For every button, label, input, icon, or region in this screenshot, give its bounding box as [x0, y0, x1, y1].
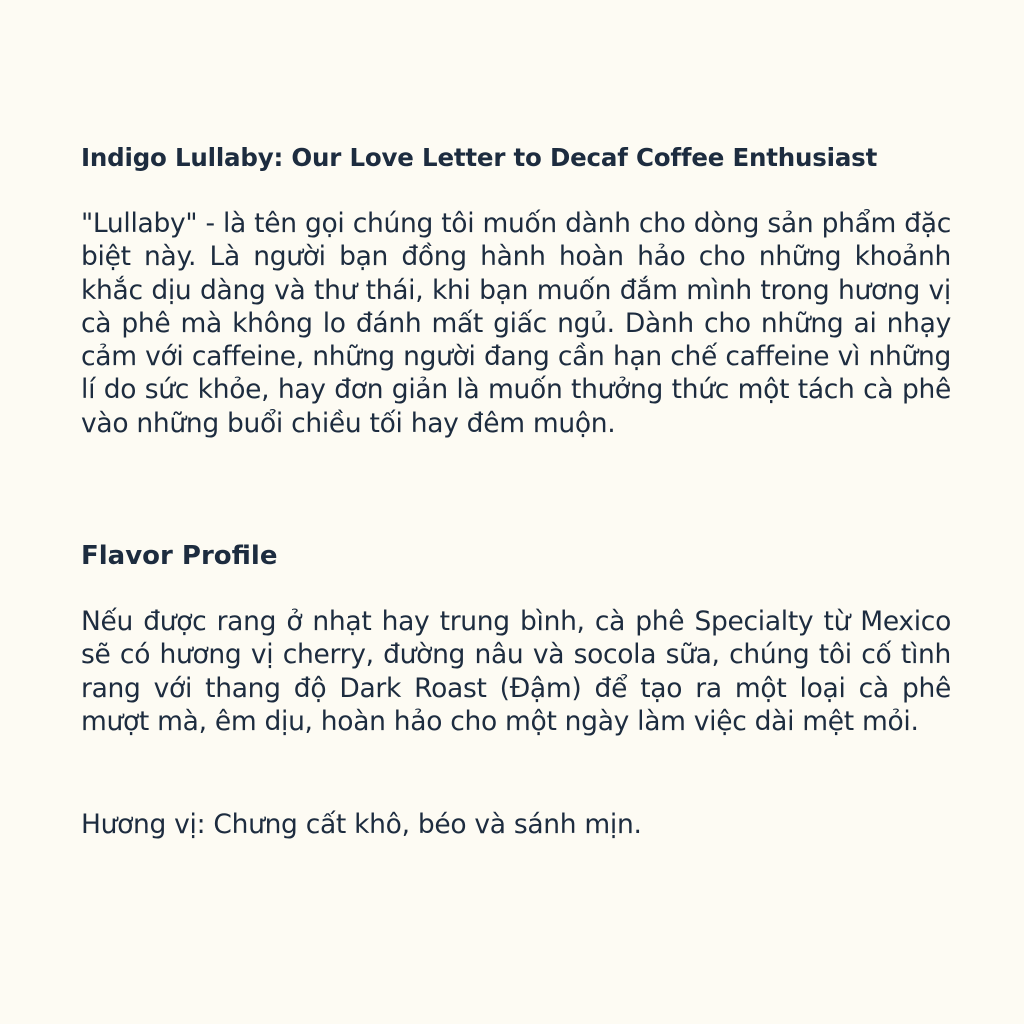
taste-note: Hương vị: Chưng cất khô, béo và sánh mịn.	[81, 809, 642, 840]
flavor-profile-paragraph: Nếu được rang ở nhạt hay trung bình, cà phê Specialty từ Mexico sẽ có hương vị cherry, đường nâu và socola sữa, chúng tôi cố tình rang với thang độ Dark Roast (Đậm) để tạo ra một loại cà phê mượt mà, êm dịu, hoàn hảo cho một ngày làm việc dài mệt mỏi.	[81, 606, 951, 737]
flavor-profile-heading: Flavor Profile	[81, 541, 278, 571]
intro-title: Indigo Lullaby: Our Love Letter to Decaf Coffee Enthusiast	[81, 143, 878, 172]
intro-paragraph: "Lullaby" - là tên gọi chúng tôi muốn dành cho dòng sản phẩm đặc biệt này. Là người bạn đồng hành hoàn hảo cho những khoảnh khắc dịu dàng và thư thái, khi bạn muốn đắm mình trong hương vị cà phê mà không lo đánh mất giấc ngủ. Dành cho những ai nhạy cảm với caffeine, những người đang cần hạn chế caffeine vì những lí do sức khỏe, hay đơn giản là muốn thưởng thức một tách cà phê vào những buổi chiều tối hay đêm muộn.	[81, 208, 951, 439]
